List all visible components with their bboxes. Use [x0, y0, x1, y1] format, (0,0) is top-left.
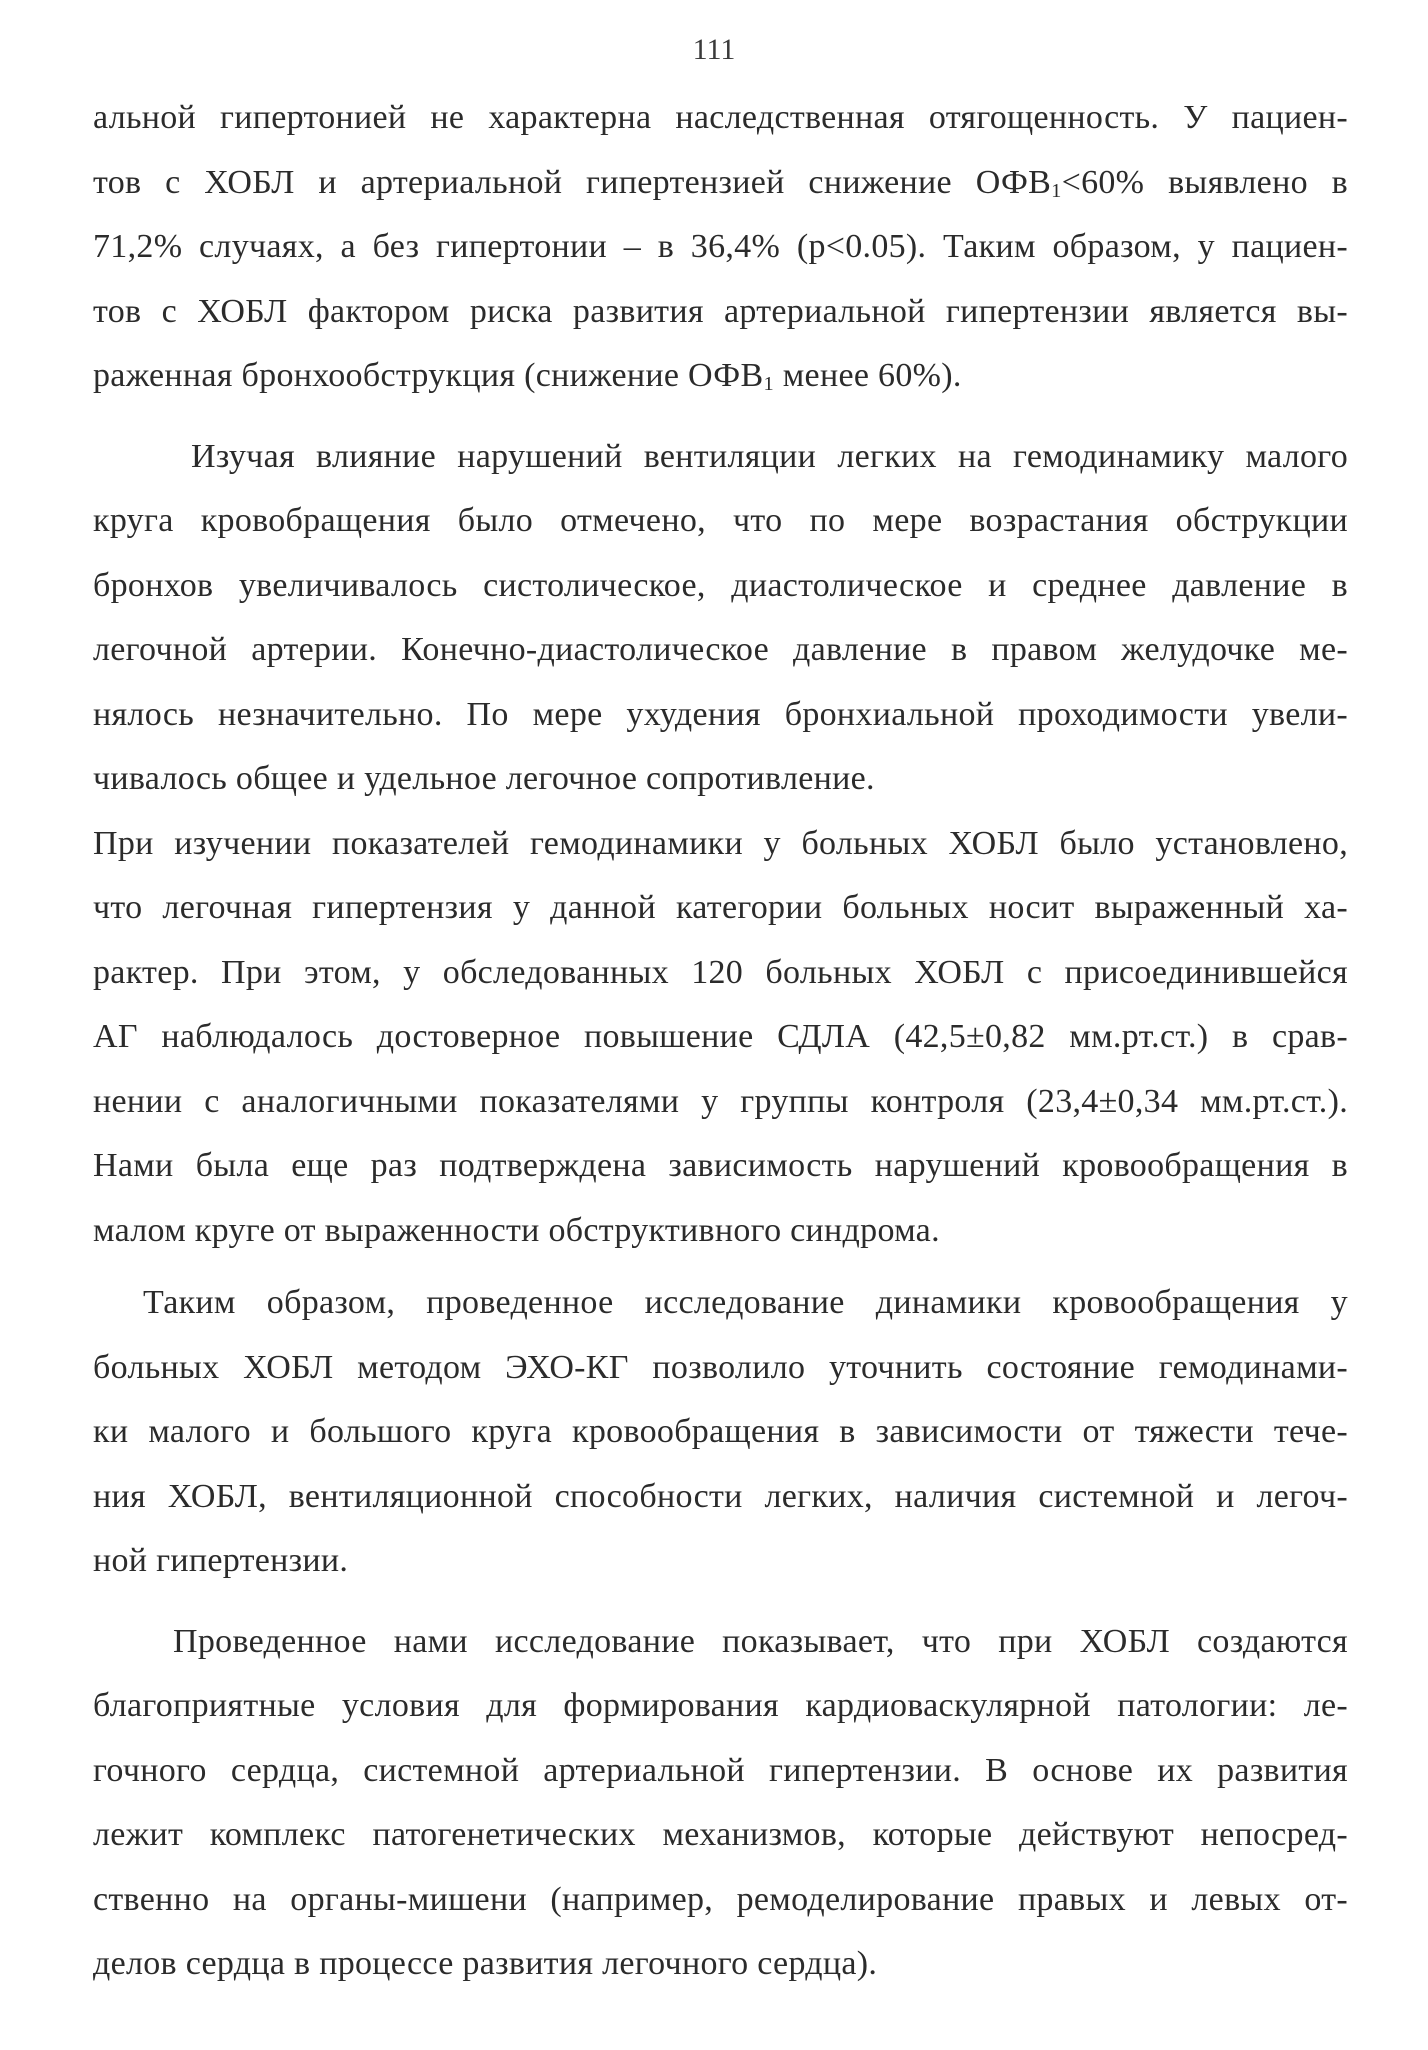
text-line: малом круге от выраженности обструктивного синдрома. — [93, 1211, 940, 1249]
paragraph — [93, 1271, 1348, 1594]
text-line: ной гипертензии. — [93, 1542, 349, 1579]
paragraph — [93, 425, 1348, 812]
text-line: круга кровобращения было отмечено, что по мере возрастания обструкции — [93, 502, 1348, 539]
text-line: тов с ХОБЛ и артериальной гипертензией снижение $ОФВ_1<60\%$ выявлено в — [93, 163, 1348, 202]
text-line: ственно на органы-мишени (например, ремоделирование правых и левых от- — [93, 1880, 1348, 1918]
paragraph — [93, 86, 1348, 409]
text-line: Изучая влияние нарушений вентиляции легких на гемодинамику малого — [191, 437, 1348, 475]
text-line: рактер. При этом, у обследованных 120 больных ХОБЛ с присоединившейся — [93, 953, 1348, 991]
text-line: тов с ХОБЛ фактором риска развития артериальной гипертензии является вы- — [93, 292, 1348, 330]
text-line: ния ХОБЛ, вентиляционной способности легких, наличия системной и легоч- — [93, 1477, 1348, 1515]
text-line: Таким образом, проведенное исследование динамики кровообращения у — [143, 1284, 1348, 1321]
body-text — [93, 86, 1348, 1997]
text-line: АГ наблюдалось достоверное повышение СДЛА (42,5±0,82 мм.рт.ст.) в срав- — [93, 1018, 1348, 1055]
text-line: раженная бронхообструкция (снижение $ОФВ_1$ менее 60%). — [93, 357, 962, 396]
paragraph — [93, 812, 1348, 1264]
text-line: делов сердца в процессе развития легочного сердца). — [93, 1945, 878, 1982]
text-line: ки малого и большого круга кровообращения в зависимости от тяжести тече- — [93, 1413, 1348, 1450]
text-line: нении с аналогичными показателями у группы контроля (23,4±0,34 мм.рт.ст.). — [93, 1082, 1348, 1120]
text-line: благоприятные условия для формирования кардиоваскулярной патологии: ле- — [93, 1687, 1348, 1724]
text-line: При изучении показателей гемодинамики у больных ХОБЛ было установлено, — [93, 824, 1348, 862]
text-line: Нами была еще раз подтверждена зависимость нарушений кровообращения в — [93, 1147, 1348, 1184]
text-line: больных ХОБЛ методом ЭХО-КГ позволило уточнить состояние гемодинами- — [93, 1348, 1348, 1386]
text-line: легочной артерии. Конечно-диастолическое давление в правом желудочке ме- — [93, 631, 1348, 668]
text-line: 71,2% случаях, а без гипертонии – в 36,4% (р<0.05). Таким образом, у пациен- — [93, 228, 1348, 265]
text-line: лежит комплекс патогенетических механизмов, которые действуют непосред- — [93, 1816, 1348, 1853]
text-line: нялось незначительно. По мере ухудения бронхиальной проходимости увели- — [93, 695, 1348, 733]
text-line: чивалось общее и удельное легочное сопротивление. — [93, 760, 875, 797]
text-line: альной гипертонией не характерна наследственная отягощенность. У пациен- — [93, 99, 1348, 136]
text-line: что легочная гипертензия у данной категории больных носит выраженный ха- — [93, 889, 1348, 926]
paragraph — [93, 1610, 1348, 1997]
text-line: Проведенное нами исследование показывает, что при ХОБЛ создаются — [173, 1622, 1348, 1660]
text-line: гочного сердца, системной артериальной гипертензии. В основе их развития — [93, 1751, 1348, 1789]
text-line: бронхов увеличивалось систолическое, диастолическое и среднее давление в — [93, 566, 1348, 604]
page-number: 111 — [692, 33, 736, 66]
